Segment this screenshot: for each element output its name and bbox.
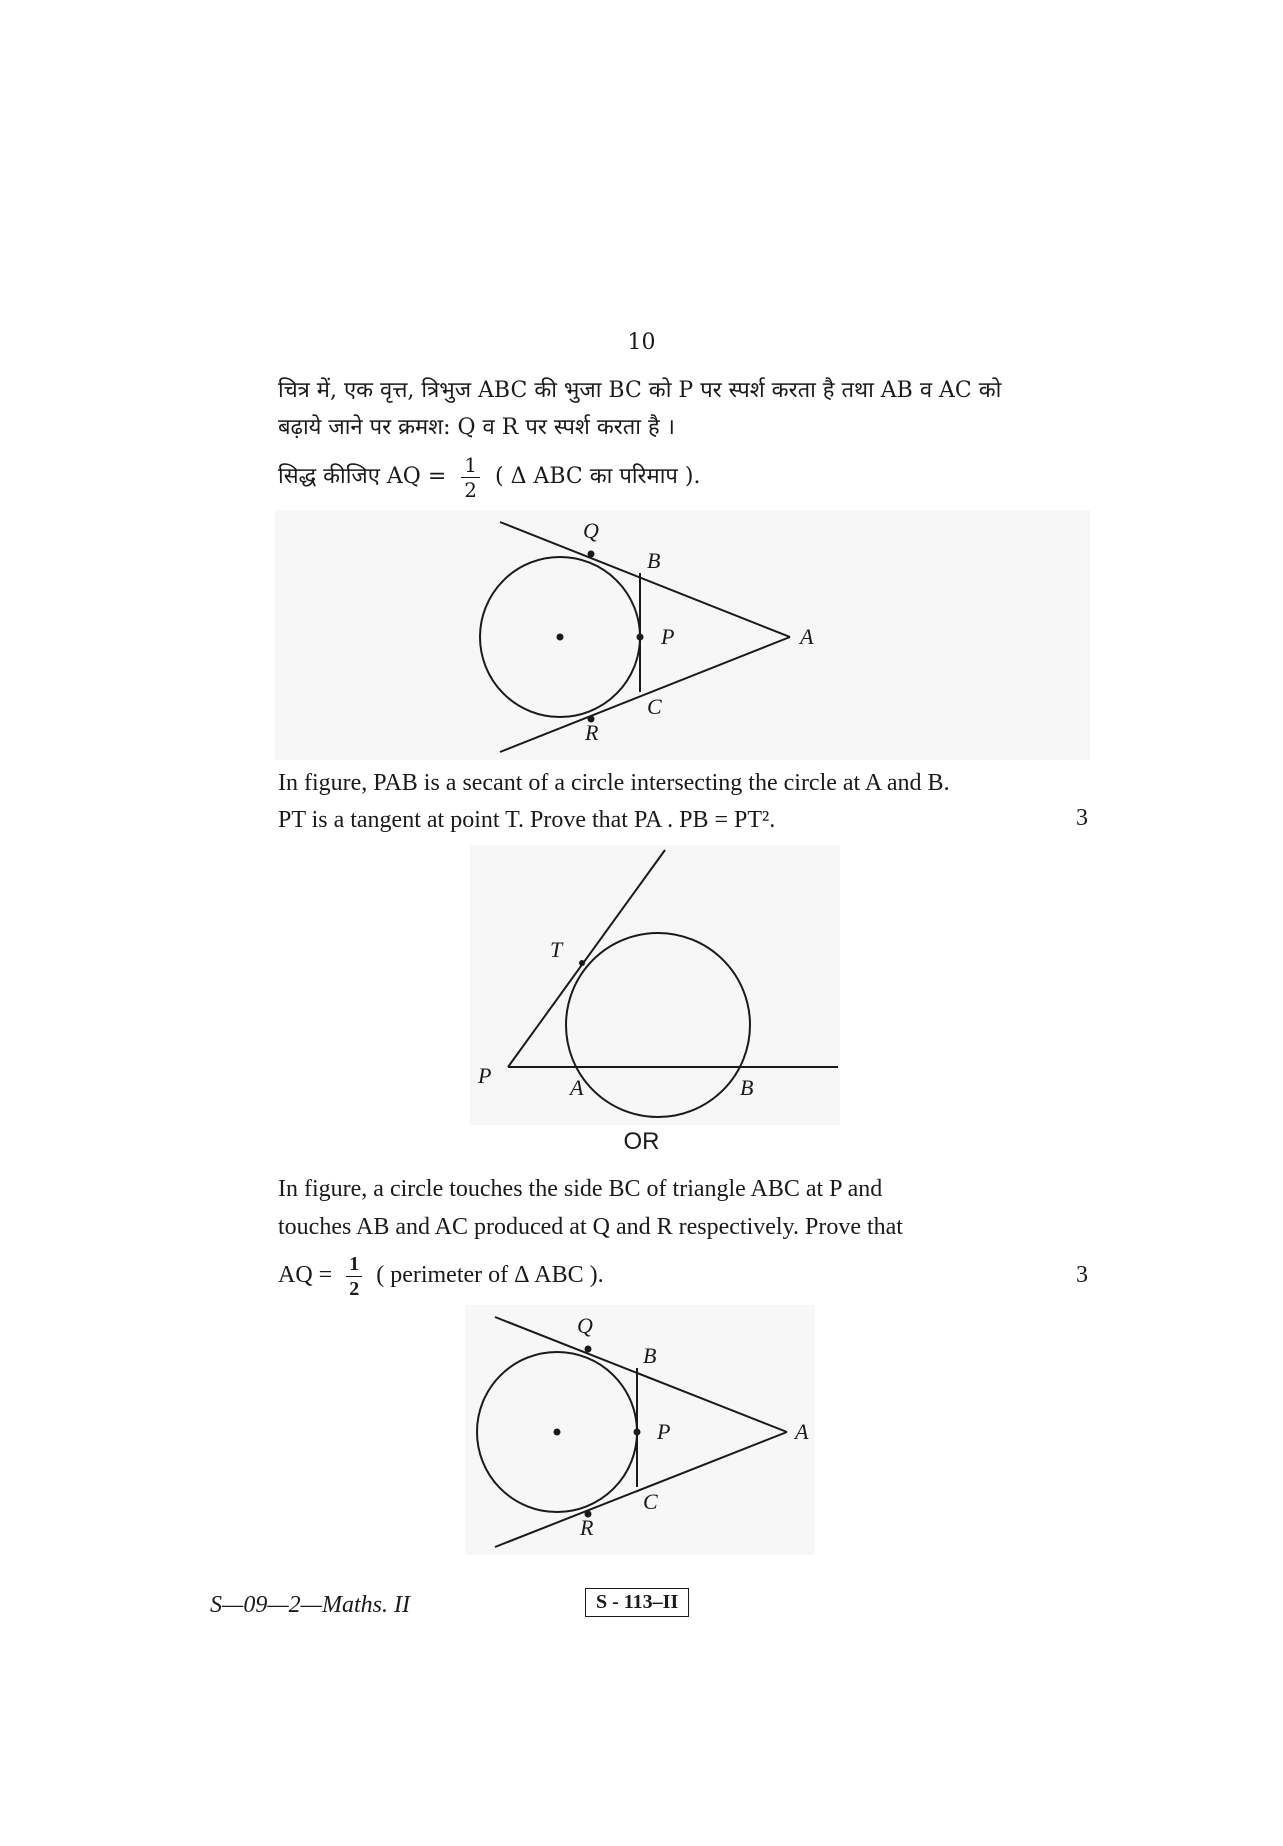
- question-a-line-2: PT is a tangent at point T. Prove that PA . PB = PT².: [278, 807, 776, 833]
- label-Q: Q: [577, 1313, 593, 1338]
- label-A: A: [800, 624, 814, 649]
- footer-paper-code: S—09—2—Maths. II: [210, 1592, 411, 1618]
- question-b-fraction-denominator: 2: [349, 1277, 360, 1300]
- hindi-question-line-2: बढ़ाये जाने पर क्रमश: Q व R पर स्पर्श करता है ।: [278, 415, 675, 440]
- label-P: P: [657, 1419, 671, 1444]
- question-b-prove-suffix: ( perimeter of Δ ABC ).: [376, 1262, 604, 1288]
- question-b-line-2: touches AB and AC produced at Q and R respectively. Prove that: [278, 1214, 903, 1240]
- page-number: 10: [627, 330, 656, 355]
- label-R: R: [585, 720, 599, 745]
- label-P: P: [661, 624, 675, 649]
- label-Q: Q: [583, 518, 599, 543]
- hindi-prove-line: [278, 452, 1088, 502]
- hindi-fraction: [461, 452, 480, 502]
- point-P: [634, 1429, 641, 1436]
- center-dot: [554, 1429, 561, 1436]
- circle: [566, 933, 750, 1117]
- label-B: B: [643, 1343, 657, 1368]
- label-A: A: [795, 1419, 809, 1444]
- label-T: T: [550, 937, 563, 962]
- question-b-line-1: In figure, a circle touches the side BC of triangle ABC at P and: [278, 1176, 883, 1202]
- figure-circle-triangle-english: [465, 1305, 815, 1555]
- tangent-line-AR: [500, 637, 790, 752]
- center-dot: [557, 634, 564, 641]
- question-b-prove-line: [278, 1250, 1088, 1300]
- hindi-prove-prefix: सिद्ध कीजिए AQ =: [278, 464, 447, 489]
- question-b-fraction-numerator: 1: [346, 1254, 362, 1277]
- hindi-question-line-1: चित्र में, एक वृत्त, त्रिभुज ABC की भुजा BC को P पर स्पर्श करता है तथा AB व AC को: [278, 378, 1002, 403]
- label-P: P: [478, 1063, 492, 1088]
- footer-code-box: S - 113–II: [585, 1588, 689, 1617]
- question-b-fraction: [346, 1254, 362, 1299]
- hindi-prove-suffix: ( Δ ABC का परिमाप ).: [495, 464, 701, 489]
- hindi-fraction-denominator: 2: [464, 477, 478, 502]
- point-T: [579, 960, 585, 966]
- marks-a: 3: [1076, 805, 1088, 831]
- label-R: R: [580, 1515, 594, 1540]
- point-Q: [585, 1346, 592, 1353]
- label-B: B: [740, 1075, 754, 1100]
- label-B: B: [647, 548, 661, 573]
- marks-b: 3: [1076, 1262, 1088, 1288]
- or-label: OR: [623, 1128, 660, 1155]
- label-A: A: [570, 1075, 584, 1100]
- question-b-prove-prefix: AQ =: [278, 1262, 333, 1288]
- hindi-fraction-numerator: 1: [461, 455, 480, 478]
- point-P: [637, 634, 644, 641]
- tangent-line-AQ: [495, 1317, 787, 1432]
- question-a-line-1: In figure, PAB is a secant of a circle intersecting the circle at A and B.: [278, 770, 950, 796]
- tangent-line-AQ: [500, 522, 790, 637]
- figure-secant-tangent: [470, 845, 840, 1125]
- label-C: C: [647, 694, 662, 719]
- tangent-PT: [508, 850, 665, 1067]
- tangent-line-AR: [495, 1432, 787, 1547]
- point-Q: [588, 551, 595, 558]
- figure-circle-triangle-hindi: [275, 510, 1090, 760]
- label-C: C: [643, 1489, 658, 1514]
